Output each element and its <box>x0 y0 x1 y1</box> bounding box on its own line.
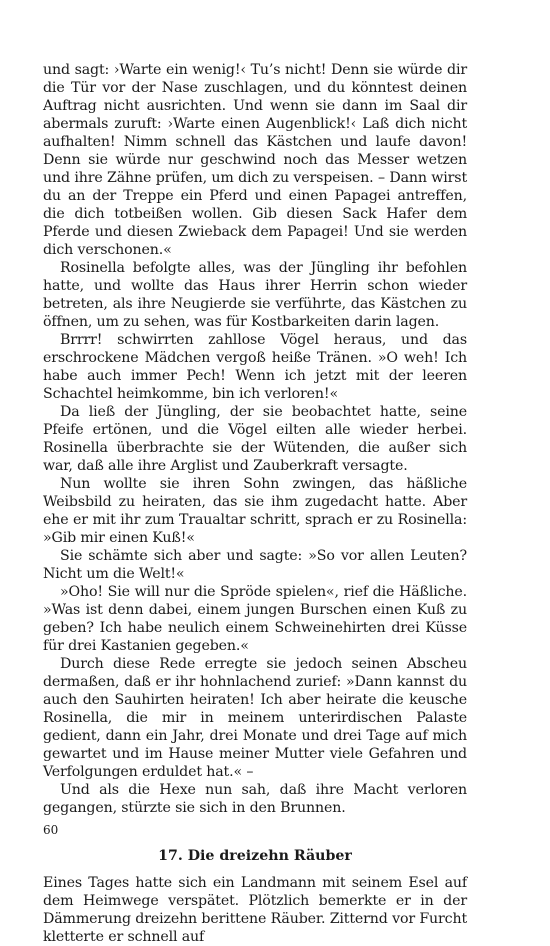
paragraph-0: und sagt: ›Warte ein wenig!‹ Tu’s nicht! Denn sie würde dir die Tür vor der Nase zuschlagen, und du könntest deinen Auftrag nicht ausrichten. Und wenn sie dann im Saal dir abermals zuruft: ›Warte einen Augenblick!‹ Laß dich nicht aufhalten! Nimm schnell das Kästchen und laufe davon! Denn sie würde nur geschwind noch das Messer wetzen und ihre Zähne prüfen, um dich zu verspeisen. – Dann wirst du an der Treppe ein Pferd und einen Papagei antreffen, die dich totbeißen wollen. Gib diesen Sack Hafer dem Pferde und diesen Zwieback dem Papagei! Und sie werden dich verschonen.« <box>43 62 467 258</box>
paragraph-2: Brrrr! schwirrten zahllose Vögel heraus, und das erschrockene Mädchen vergoß heiße Tränen. »O weh! Ich habe auch immer Pech! Wenn ich jetzt mit der leeren Schachtel heimkomme, bin ich verloren!« <box>43 332 467 402</box>
paragraph-7: Durch diese Rede erregte sie jedoch seinen Abscheu dermaßen, daß er ihr hohnlachend zurief: »Dann kannst du auch den Sauhirten heiraten! Ich aber heirate die keusche Rosinella, die mir in meinem unterirdischen Palaste gedient, dann ein Jahr, drei Monate und drei Tage auf mich gewartet und im Hause meiner Mutter viele Gefahren und Verfolgungen erduldet hat.« – <box>43 656 467 780</box>
paragraph-5: Sie schämte sich aber und sagte: »So vor allen Leuten? Nicht um die Welt!« <box>43 548 467 582</box>
paragraph-8: Und als die Hexe nun sah, daß ihre Macht verloren gegangen, stürzte sie sich in den Brunnen. <box>43 782 467 816</box>
paragraph-6: »Oho! Sie will nur die Spröde spielen«, rief die Häßliche. »Was ist denn dabei, einem jungen Burschen einen Kuß zu geben? Ich habe neulich einem Schweinehirten drei Küsse für drei Kastanien gegeben.« <box>43 584 467 654</box>
paragraph-4: Nun wollte sie ihren Sohn zwingen, das häßliche Weibsbild zu heiraten, das sie ihm zugedacht hatte. Aber ehe er mit ihr zum Traualtar schritt, sprach er zu Rosinella: »Gib mir einen Kuß!« <box>43 476 467 546</box>
section-heading: 17. Die dreizehn Räuber <box>158 848 352 864</box>
page-body <box>43 61 467 946</box>
paragraph-9: Eines Tages hatte sich ein Landmann mit seinem Esel auf dem Heimwege verspätet. Plötzlich bemerkte er in der Dämmerung dreizehn berittene Räuber. Zitternd vor Furcht kletterte er schnell auf <box>43 875 467 945</box>
paragraph-1: Rosinella befolgte alles, was der Jüngling ihr befohlen hatte, und wollte das Haus ihrer Herrin schon wieder betreten, als ihre Neugierde sie verführte, das Kästchen zu öffnen, um zu sehen, was für Kostbarkeiten darin lagen. <box>43 260 467 330</box>
page-number: 60 <box>43 823 59 837</box>
paragraph-3: Da ließ der Jüngling, der sie beobachtet hatte, seine Pfeife ertönen, und die Vögel eilten alle wieder herbei. Rosinella überbrachte sie der Wütenden, die außer sich war, daß alle ihre Arglist und Zauberkraft versagte. <box>43 404 467 474</box>
